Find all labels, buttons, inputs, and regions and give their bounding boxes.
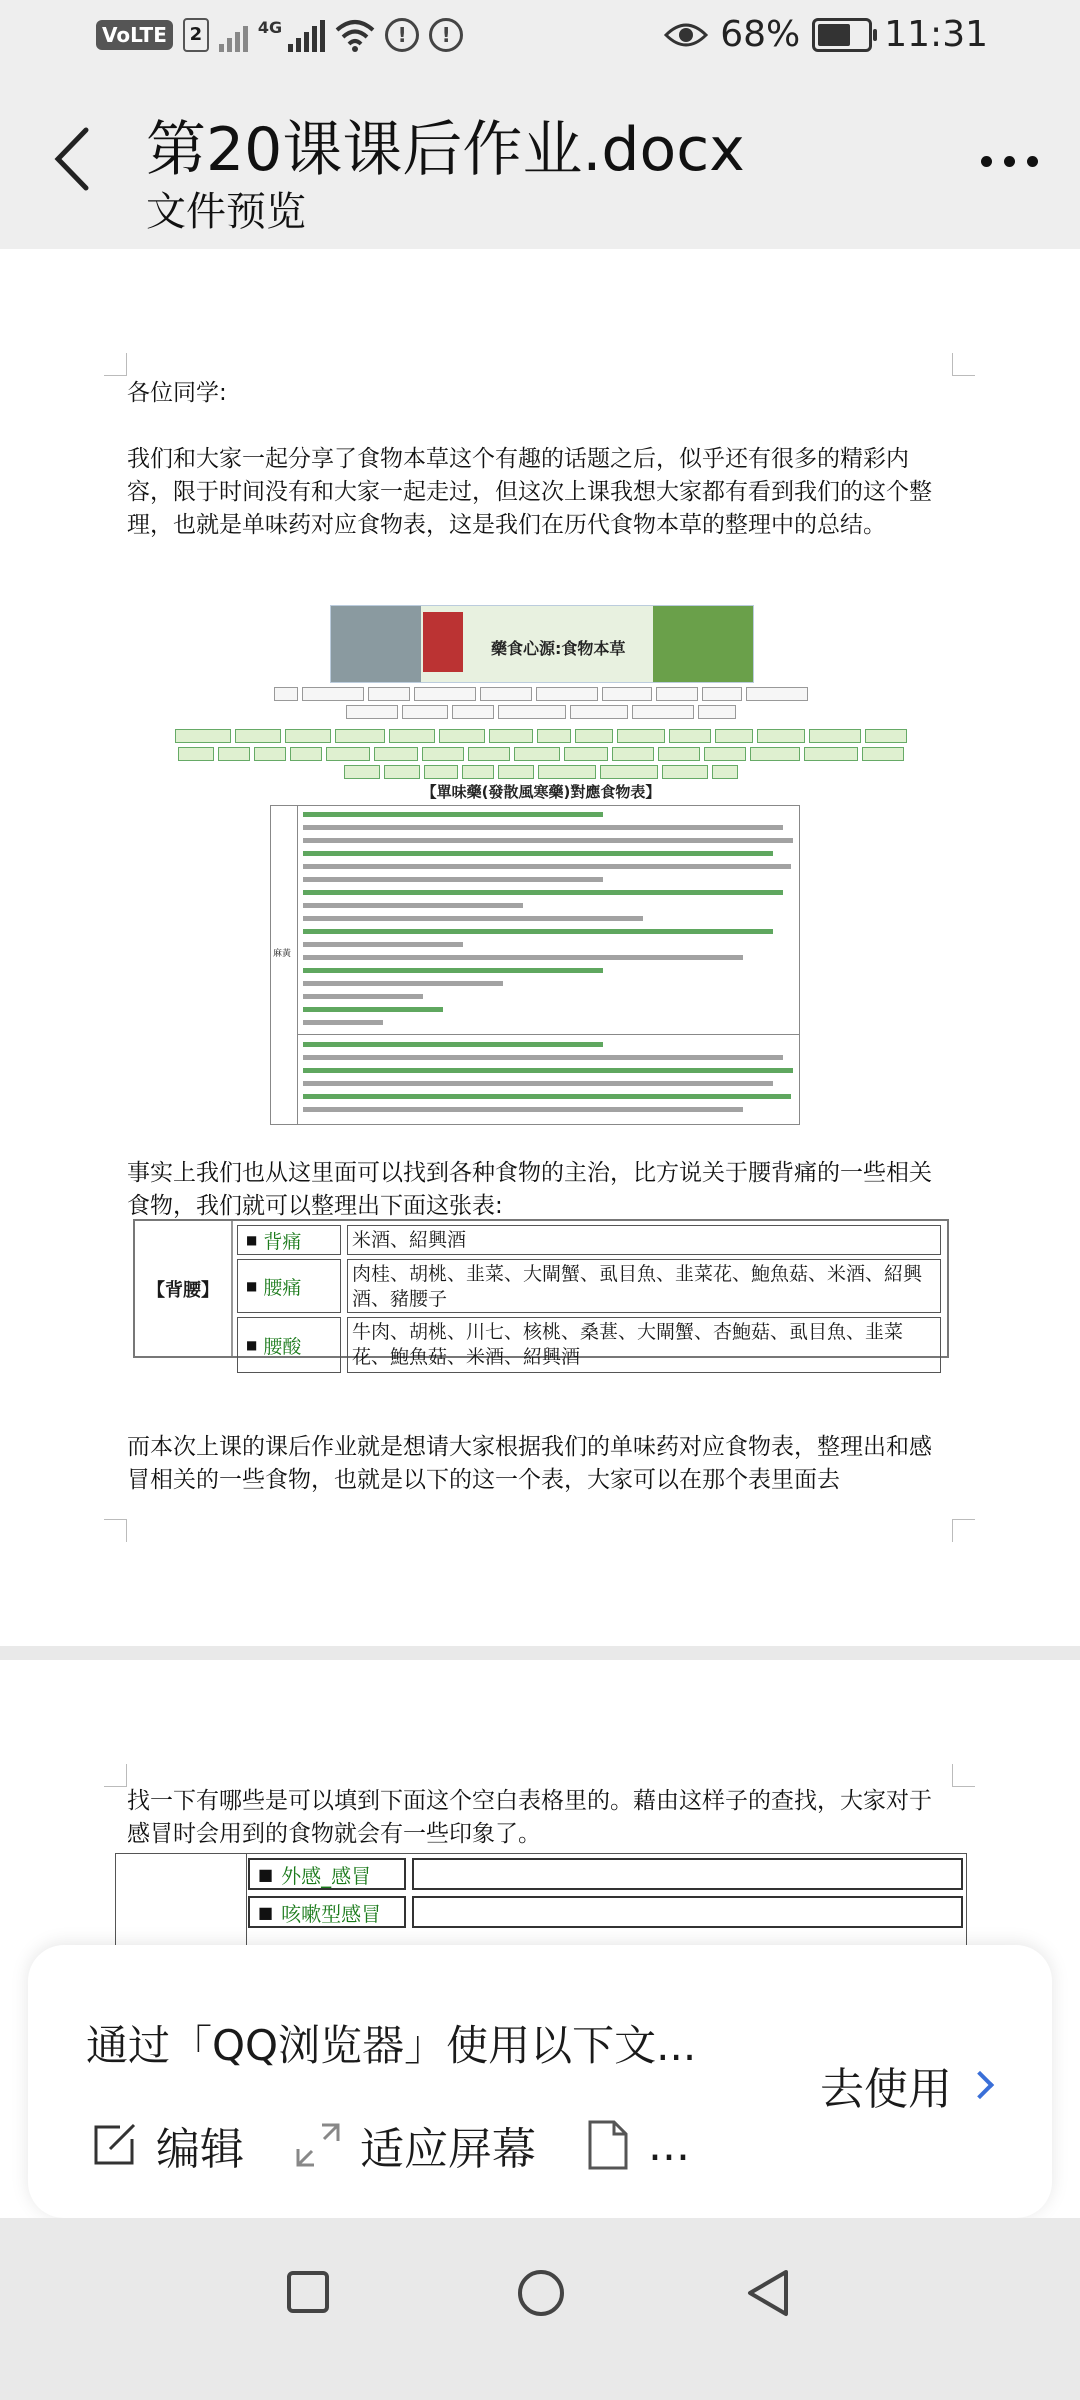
document-page-1[interactable] [0,249,1080,1646]
fit-screen-label: 适应屏幕 [360,2124,536,2175]
website-banner [330,605,754,683]
embedded-text-line [303,825,783,830]
table-row-label: 麻黃 [273,949,292,959]
clock: 11:31 [884,14,988,55]
use-button-label: 去使用 [820,2064,952,2115]
page-subtitle: 文件预览 [146,189,306,235]
website-subnav [168,729,914,779]
embedded-text-line [303,1107,743,1112]
system-nav-bar [0,2218,1080,2400]
status-bar [0,0,1080,76]
recents-button[interactable] [286,2270,330,2314]
edit-button[interactable] [90,2113,244,2177]
more-options-icon[interactable] [981,156,1038,167]
row-key: ■ 外感_感冒 [248,1858,406,1890]
alert-icon: ! [429,18,463,52]
embedded-text-line [303,994,423,999]
row-key: ■ 咳嗽型感冒 [248,1896,406,1928]
page-title: 第20课课后作业.docx [146,115,745,185]
table-row [248,1896,963,1928]
table-row [237,1225,941,1255]
row-value: 米酒、紹興酒 [347,1225,941,1255]
embedded-text-line [303,1055,783,1060]
more-tool-button[interactable] [586,2120,690,2171]
chevron-right-icon [966,2071,994,2099]
embedded-text-line [303,942,463,947]
edit-label: 编辑 [156,2124,244,2175]
embedded-text-line [303,838,793,843]
row-key: ■ 腰痛 [237,1259,341,1313]
row-value: 牛肉、胡桃、川七、核桃、桑葚、大閘蟹、杏鮑菇、虱目魚、韭菜花、鮑魚菇、米酒、紹興酒 [347,1317,941,1373]
expand-icon [294,2121,342,2169]
back-pain-table [133,1219,949,1368]
paragraph-homework: 而本次上课的课后作业就是想请大家根据我们的单味药对应食物表，整理出和感冒相关的一些食物，也就是以下的这一个表，大家可以在那个表里面去 [127,1434,932,1493]
embedded-text-line [303,877,603,882]
sim2-signal-icon [288,18,325,52]
home-button[interactable] [516,2268,566,2318]
embedded-text-line [303,1094,791,1099]
paragraph-page2: 找一下有哪些是可以填到下面这个空白表格里的。藉由这样子的查找，大家对于感冒时会用到的食物就会有一些印象了。 [127,1788,932,1847]
open-with-sheet [28,1945,1052,2218]
row-key: ■ 背痛 [237,1225,341,1255]
alert-icon: ! [385,18,419,52]
network-type-label: 4G [257,17,283,37]
more-tool-label: ... [648,2119,690,2171]
embedded-text-line [303,955,743,960]
embedded-text-line [303,1020,383,1025]
back-arrow-icon[interactable] [48,124,98,194]
embedded-text-line [303,929,773,934]
embedded-text-line [303,968,603,973]
sheet-title: 通过「QQ浏览器」使用以下文... [86,2021,697,2070]
battery-percent: 68% [720,14,801,55]
sim1-signal-icon [219,18,248,52]
embedded-text-line [303,812,603,817]
embedded-text-line [303,1007,443,1012]
embedded-text-line [303,864,791,869]
table-row [237,1259,941,1313]
file-icon [586,2120,630,2170]
paragraph-intro: 我们和大家一起分享了食物本草这个有趣的话题之后，似乎还有很多的精彩内容，限于时间没有和大家一起走过，但这次上课我想大家都有看到我们的这个整理，也就是单味药对应食物表，这是我们在历代食物本草的整理中的总结。 [127,446,932,538]
embedded-text-line [303,851,773,856]
battery-icon [812,18,872,52]
eye-icon [664,21,708,49]
back-table-label: 【背腰】 [135,1221,233,1356]
banner-text: 藥食心源:食物本草 [491,639,626,658]
table-row [237,1317,941,1373]
back-button[interactable] [746,2268,790,2318]
row-empty-cell [412,1858,963,1890]
fit-screen-button[interactable] [294,2113,536,2177]
embedded-text-line [303,981,503,986]
website-nav [264,687,818,719]
embedded-table-caption: 【單味藥(發散風寒藥)對應食物表】 [421,783,661,801]
app-header [0,76,1080,249]
row-key: ■ 腰酸 [237,1317,341,1373]
embedded-food-table [270,805,800,1125]
edit-icon [90,2121,138,2169]
use-button[interactable] [820,2053,990,2117]
greeting-text: 各位同学: [127,380,227,406]
table-row [248,1858,963,1890]
embedded-text-line [303,1042,603,1047]
paragraph-back-pain: 事实上我们也从这里面可以找到各种食物的主治，比方说关于腰背痛的一些相关食物，我们就可以整理出下面这张表: [127,1160,932,1219]
wifi-icon [335,18,375,52]
sim-slot-indicator: 2 [183,18,209,52]
embedded-web-screenshot [168,605,914,1123]
embedded-text-line [303,890,783,895]
row-value: 肉桂、胡桃、韭菜、大閘蟹、虱目魚、韭菜花、鮑魚菇、米酒、紹興酒、豬腰子 [347,1259,941,1313]
embedded-text-line [303,903,523,908]
embedded-text-line [303,1081,773,1086]
volte-icon: VoLTE [96,20,173,50]
row-empty-cell [412,1896,963,1928]
embedded-text-line [303,916,643,921]
embedded-text-line [303,1068,793,1073]
